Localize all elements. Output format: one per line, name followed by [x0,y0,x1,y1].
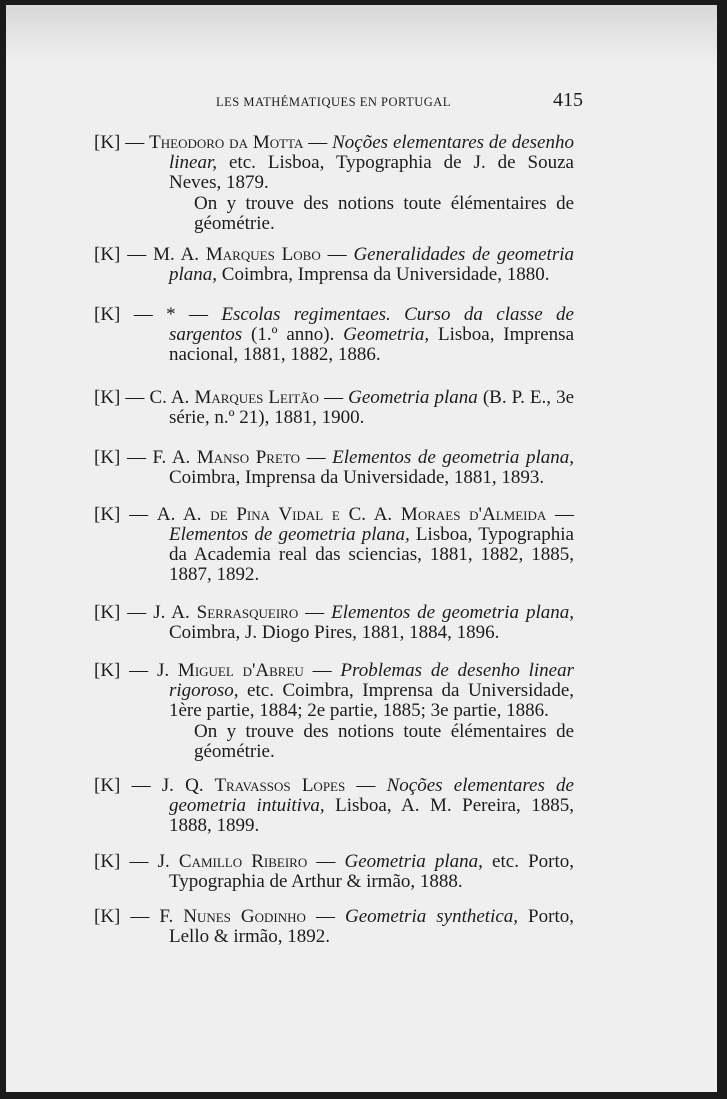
entry-title: Elementos de geometria plana, [331,602,575,623]
bibliography-entry: [K] — M. A. Marques Lobo — Generalidades de geometria plana, Coimbra, Imprensa da Universidade, 1880. [94,244,574,285]
entry-author: J. A. Serrasqueiro [153,602,299,623]
entry-publication: (1.º anno). [242,324,344,345]
running-header [216,89,583,111]
entry-author: J. Camillo Ribeiro [157,851,308,872]
entry-title: Noções elementares de geometria intuitiva, [169,775,574,816]
entry-title: Noções elementares de desenho linear, [169,132,574,173]
entry-title-secondary: Geometria, [343,324,430,345]
entry-publication: Porto, Lello & irmão, 1892. [169,906,574,947]
entry-author: M. A. Marques Lobo [153,244,321,265]
entry-title: Elementos de geometria plana, [169,524,410,545]
entry-publication: Coimbra, Imprensa da Universidade, 1880. [217,264,550,285]
entry-author: F. Nunes Godinho [159,906,306,927]
running-title: LES MATHÉMATIQUES EN PORTUGAL [216,95,451,109]
entry-title: Geometria plana, [344,851,483,872]
entry-author: A. A. de Pina Vidal e C. A. Moraes d'Almeida [156,504,547,525]
entry-publication: etc. Porto, Typographia de Arthur & irmão, 1888. [169,851,574,892]
entry-publication: Lisboa, Typographia da Academia real das sciencias, 1881, 1882, 1885, 1887, 1892. [169,524,574,585]
bibliography-entry: [K] — J. Q. Travassos Lopes — Noções elementares de geometria intuitiva, Lisboa, A. M. Pereira, 1885, 1888, 1899. [94,775,574,836]
entry-publication: (B. P. E., 3e série, n.º 21), 1881, 1900. [169,387,575,428]
entry-publication: etc. Coimbra, Imprensa da Universidade, 1ère partie, 1884; 2e partie, 1885; 3e partie, 1886. [169,680,574,721]
entry-note: On y trouve des notions toute élémentaires de géométrie. [194,193,574,234]
bibliography-entry: [K] — J. Miguel d'Abreu — Problemas de desenho linear rigoroso, etc. Coimbra, Imprensa da Universidade, 1ère partie, 1884; 2e partie, 1885; 3e partie, 1886. On y trouve des notions toute élémentaires de géométrie. [94,660,574,762]
entry-author: J. Q. Travassos Lopes [161,775,346,796]
entry-publication: Coimbra, Imprensa da Universidade, 1881, 1893. [169,467,545,488]
entry-publication-secondary: Lisboa, Imprensa nacional, 1881, 1882, 1886. [169,324,574,365]
entry-title: Elementos de geometria plana, [332,447,574,468]
entry-author: C. A. Marques Leitão [149,387,320,408]
entry-author: F. A. Manso Preto [152,447,300,468]
entry-title: Problemas de desenho linear rigoroso, [169,660,574,701]
bibliography-entry: [K] — J. A. Serrasqueiro — Elementos de geometria plana, Coimbra, J. Diogo Pires, 1881, 1884, 1896. [94,602,575,643]
bibliography-entry: [K] — * — Escolas regimentaes. Curso da classe de sargentos (1.º anno). Geometria, Lisboa, Imprensa nacional, 1881, 1882, 1886. [94,304,574,365]
bibliography-entry: [K] — J. Camillo Ribeiro — Geometria plana, etc. Porto, Typographia de Arthur & irmão, 1888. [94,851,574,892]
entry-note: On y trouve des notions toute élémentaires de géométrie. [194,721,574,762]
entry-title: Generalidades de geometria plana, [169,244,574,285]
book-page [6,5,717,1092]
bibliography-entry: [K] — F. A. Manso Preto — Elementos de geometria plana, Coimbra, Imprensa da Universidade, 1881, 1893. [94,447,574,488]
bibliography-entry: [K] — C. A. Marques Leitão — Geometria plana (B. P. E., 3e série, n.º 21), 1881, 1900. [94,387,575,428]
entry-title: Escolas regimentaes. Curso da classe de sargentos [169,304,574,345]
entry-publication: etc. Lisboa, Typographia de J. de Souza Neves, 1879. [169,152,574,193]
entry-author: J. Miguel d'Abreu [156,660,304,681]
page-number: 415 [553,89,583,111]
entry-publication: Lisboa, A. M. Pereira, 1885, 1888, 1899. [169,795,574,836]
bibliography-entry: [K] — Theodoro da Motta — Noções elementares de desenho linear, etc. Lisboa, Typographia de J. de Souza Neves, 1879. On y trouve des notions toute élémentaires de géométrie. [94,132,574,234]
entry-title: Geometria synthetica, [344,906,519,927]
entry-title: Geometria plana [348,387,478,408]
entry-author: Theodoro da Motta [149,132,304,153]
entry-author: * [166,304,176,325]
entry-publication: Coimbra, J. Diogo Pires, 1881, 1884, 1896. [169,622,500,643]
bibliography-entry: [K] — F. Nunes Godinho — Geometria synthetica, Porto, Lello & irmão, 1892. [94,906,574,947]
bibliography-entry: [K] — A. A. de Pina Vidal e C. A. Moraes d'Almeida — Elementos de geometria plana, Lisboa, Typographia da Academia real das sciencias, 1881, 1882, 1885, 1887, 1892. [94,504,575,585]
